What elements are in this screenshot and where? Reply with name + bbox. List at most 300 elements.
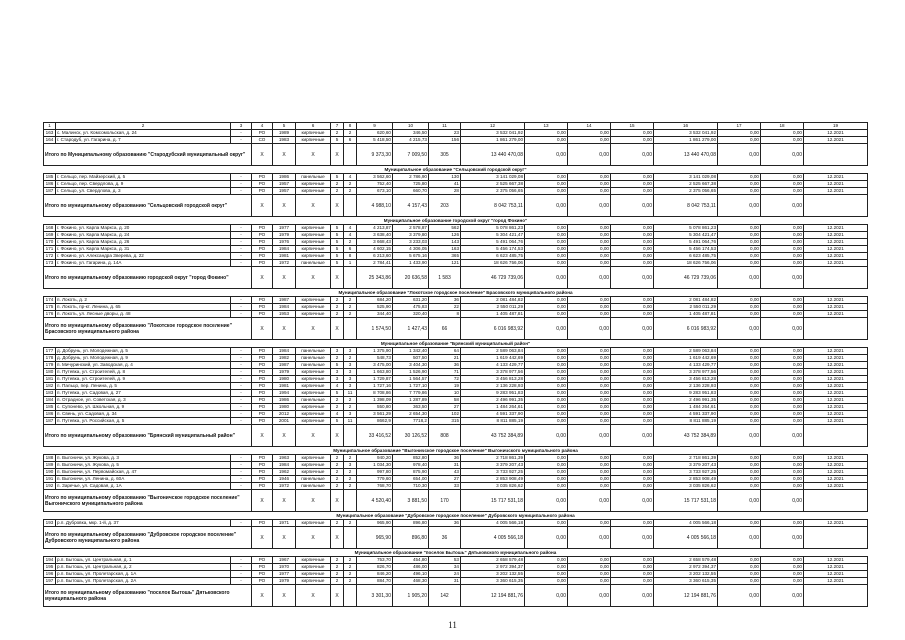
table-cell: - — [231, 137, 252, 144]
table-cell: 0,00 — [761, 246, 804, 253]
table-cell: 2 081 484,82 — [461, 297, 525, 304]
column-number-cell: 4 — [252, 123, 273, 130]
table-cell: 43 — [429, 469, 461, 476]
table-row — [44, 483, 868, 490]
municipality-title: Муниципальное образование "Сельцовский городской округ" — [44, 166, 868, 174]
table-cell: СО — [252, 137, 273, 144]
table-cell: 36 — [429, 455, 461, 462]
table-cell: 4 213,87 — [357, 225, 393, 232]
table-cell: 0,00 — [611, 462, 654, 469]
table-cell: 0,00 — [611, 376, 654, 383]
table-cell: кирпичные — [296, 239, 331, 246]
table-cell: 0,00 — [611, 483, 654, 490]
subtotal-z1: 0,00 — [525, 425, 568, 447]
table-cell: 0,00 — [761, 260, 804, 267]
table-cell: 4 602,15 — [357, 246, 393, 253]
table-cell: 0,00 — [718, 369, 761, 376]
table-cell: 192 — [44, 483, 56, 490]
table-cell: 0,00 — [761, 411, 804, 418]
table-cell: 2 — [331, 188, 344, 195]
table-cell: 197 — [44, 578, 56, 585]
table-cell: 9 283 951,83 — [654, 390, 718, 397]
subtotal-sum2: 6 016 983,92 — [654, 318, 718, 340]
table-cell: 2 972 394,37 — [654, 564, 718, 571]
table-cell: 1 526,90 — [393, 369, 429, 376]
subtotal-living: 30 126,52 — [393, 425, 429, 447]
subtotal-empty — [344, 490, 357, 512]
table-cell: 3 141 029,08 — [461, 174, 525, 181]
table-row — [44, 174, 868, 181]
table-cell: 0,00 — [525, 404, 568, 411]
table-cell: г. Стародуб, ул. Гагарина, д. 7 — [56, 137, 231, 144]
table-cell: 0,00 — [718, 404, 761, 411]
subtotal-people: 203 — [429, 195, 461, 217]
table-row — [44, 469, 868, 476]
subtotal-empty — [804, 267, 868, 289]
table-cell: панельные — [296, 348, 331, 355]
table-cell: 0,00 — [718, 225, 761, 232]
subtotal-living: 7 009,50 — [393, 144, 429, 166]
table-cell: 3 378 977,56 — [654, 369, 718, 376]
table-cell: 0,00 — [611, 571, 654, 578]
table-cell: 0,00 — [718, 246, 761, 253]
table-cell: 1 619 442,69 — [654, 355, 718, 362]
table-cell: 0,00 — [611, 362, 654, 369]
table-cell: 1 433,90 — [393, 260, 429, 267]
subtotal-z5: 0,00 — [761, 490, 804, 512]
table-cell: 562 — [429, 225, 461, 232]
table-cell: 0,00 — [761, 181, 804, 188]
table-cell: 0,00 — [525, 137, 568, 144]
table-cell: 0,00 — [761, 188, 804, 195]
table-cell: 1984 — [273, 348, 296, 355]
table-row — [44, 355, 868, 362]
table-cell: - — [231, 348, 252, 355]
table-cell: РО — [252, 520, 273, 527]
table-cell: 365 — [429, 253, 461, 260]
table-cell: 1962 — [273, 469, 296, 476]
table-cell: 10 — [429, 390, 461, 397]
municipality-header-row — [44, 289, 868, 297]
table-cell: 0,00 — [611, 469, 654, 476]
table-cell: 1 034,30 — [357, 462, 393, 469]
table-cell: 1986 — [273, 174, 296, 181]
table-cell: 884,70 — [357, 578, 393, 585]
table-cell: 12.2021 — [804, 369, 868, 376]
table-cell: 0,00 — [718, 469, 761, 476]
table-cell: 1957 — [273, 188, 296, 195]
subtotal-sum2: 46 729 739,06 — [654, 267, 718, 289]
table-cell: кирпичные — [296, 181, 331, 188]
subtotal-z3: 0,00 — [611, 585, 654, 607]
table-cell: п. Путевка, ул. Садовая, д. 27 — [56, 390, 231, 397]
table-cell: 12.2021 — [804, 304, 868, 311]
subtotal-area: 33 416,52 — [357, 425, 393, 447]
table-cell: 0,00 — [611, 476, 654, 483]
table-cell: РО — [252, 297, 273, 304]
table-cell: р.п. Бытошь, ул. Пролетарская, д. 1А — [56, 571, 231, 578]
table-cell: 2 — [344, 476, 357, 483]
table-cell: 185 — [44, 404, 56, 411]
subtotal-row — [44, 144, 868, 166]
subtotal-empty — [804, 585, 868, 607]
subtotal-z4: 0,00 — [718, 267, 761, 289]
subtotal-row — [44, 527, 868, 549]
table-cell: 4 — [344, 232, 357, 239]
table-cell: 1 861 279,00 — [461, 137, 525, 144]
table-cell: 0,00 — [568, 411, 611, 418]
table-cell: 1971 — [273, 520, 296, 527]
table-cell: кирпичные — [296, 253, 331, 260]
table-cell: 0,00 — [718, 355, 761, 362]
subtotal-row — [44, 267, 868, 289]
table-cell: 3 202 132,55 — [654, 571, 718, 578]
table-cell: - — [231, 174, 252, 181]
subtotal-x3: X — [296, 527, 331, 549]
table-cell: 0,00 — [761, 469, 804, 476]
table-cell: 0,00 — [611, 557, 654, 564]
subtotal-x4: X — [331, 195, 344, 217]
table-cell: 1 375,90 — [357, 348, 393, 355]
table-cell: 660,70 — [393, 188, 429, 195]
table-cell: 0,00 — [611, 304, 654, 311]
subtotal-x2: X — [273, 527, 296, 549]
table-cell: 0,00 — [611, 369, 654, 376]
table-cell: - — [231, 390, 252, 397]
table-row — [44, 462, 868, 469]
table-cell: 1 564,57 — [393, 376, 429, 383]
table-cell: 163 — [44, 130, 56, 137]
table-cell: 27 — [429, 476, 461, 483]
table-cell: кирпичные — [296, 311, 331, 318]
table-cell: р.п. Бытошь, ул. Центральная, д. 1 — [56, 557, 231, 564]
table-cell: г. Фокино, ул. Карла Маркса, д. 31 — [56, 246, 231, 253]
table-cell: 0,00 — [525, 253, 568, 260]
table-cell: 0,00 — [761, 390, 804, 397]
subtotal-people: 170 — [429, 490, 461, 512]
municipality-title: Муниципальное образование "Брянский муниципальный район" — [44, 340, 868, 348]
table-cell: 2 136 228,93 — [461, 383, 525, 390]
subtotal-living: 896,80 — [393, 527, 429, 549]
table-cell: 4 — [344, 225, 357, 232]
table-cell: 2 — [331, 455, 344, 462]
table-cell: 2 — [344, 455, 357, 462]
table-cell: 0,00 — [761, 362, 804, 369]
table-cell: 2 — [344, 188, 357, 195]
table-cell: панельные — [296, 260, 331, 267]
table-cell: 0,00 — [568, 253, 611, 260]
table-cell: п. Выгоничи, ул. Жукова, д. 5 — [56, 462, 231, 469]
table-cell: 0,00 — [761, 520, 804, 527]
table-cell: 1972 — [273, 260, 296, 267]
table-cell: 0,00 — [718, 348, 761, 355]
table-cell: 12.2021 — [804, 571, 868, 578]
table-cell: 0,00 — [611, 397, 654, 404]
table-cell: 5 491 064,76 — [461, 239, 525, 246]
subtotal-x3: X — [296, 490, 331, 512]
column-number-cell: 17 — [718, 123, 761, 130]
subtotal-empty — [804, 144, 868, 166]
subtotal-z4: 0,00 — [718, 490, 761, 512]
subtotal-z5: 0,00 — [761, 318, 804, 340]
subtotal-row — [44, 585, 868, 607]
table-cell: 5 — [331, 239, 344, 246]
table-cell: кирпичные — [296, 130, 331, 137]
subtotal-x1: X — [252, 144, 273, 166]
subtotal-area: 4 520,40 — [357, 490, 393, 512]
table-cell: 0,00 — [761, 376, 804, 383]
table-cell: п. Свень, ул. Садовая, д. 34 — [56, 411, 231, 418]
table-cell: 12.2021 — [804, 476, 868, 483]
table-cell: 1981 — [273, 383, 296, 390]
table-cell: 0,00 — [525, 232, 568, 239]
table-row — [44, 239, 868, 246]
table-cell: 846,20 — [357, 571, 393, 578]
table-cell: 3 733 927,25 — [654, 469, 718, 476]
subtotal-x2: X — [273, 195, 296, 217]
table-cell: 12.2021 — [804, 397, 868, 404]
table-row — [44, 578, 868, 585]
table-cell: 1989 — [273, 130, 296, 137]
subtotal-x1: X — [252, 490, 273, 512]
table-cell: 940,20 — [357, 455, 393, 462]
table-row — [44, 225, 868, 232]
table-cell: кирпичные — [296, 571, 331, 578]
table-cell: 0,00 — [568, 137, 611, 144]
subtotal-z1: 0,00 — [525, 144, 568, 166]
table-cell: РО — [252, 188, 273, 195]
table-cell: 0,00 — [568, 297, 611, 304]
table-cell: г. Сельцо, пер. Свердлова, д. 9 — [56, 181, 231, 188]
table-cell: 0,00 — [525, 362, 568, 369]
table-cell: 190 — [44, 469, 56, 476]
table-cell: 5 456 174,53 — [461, 246, 525, 253]
table-cell: 0,00 — [525, 418, 568, 425]
subtotal-z4: 0,00 — [718, 195, 761, 217]
subtotal-sum: 13 440 470,08 — [461, 144, 525, 166]
table-cell: 1 405 487,81 — [654, 311, 718, 318]
table-cell: 2 — [331, 397, 344, 404]
table-cell: 12.2021 — [804, 232, 868, 239]
table-cell: г. Фокино, ул. Карла Маркса, д. 24 — [56, 232, 231, 239]
table-cell: 2 — [331, 297, 344, 304]
table-row — [44, 181, 868, 188]
subtotal-area: 25 343,86 — [357, 267, 393, 289]
table-cell: 0,00 — [525, 571, 568, 578]
table-cell: 4 133 429,77 — [654, 362, 718, 369]
table-cell: 169 — [44, 232, 56, 239]
table-cell: 0,00 — [525, 304, 568, 311]
table-cell: г. Фокино, ул. Гагарина, д. 14А — [56, 260, 231, 267]
table-cell: 21 — [429, 355, 461, 362]
table-cell: 121 — [429, 260, 461, 267]
table-cell: 3 233,03 — [393, 239, 429, 246]
table-cell: - — [231, 232, 252, 239]
table-cell: 0,00 — [525, 557, 568, 564]
table-cell: 2 578,87 — [393, 225, 429, 232]
table-cell: 0,00 — [525, 564, 568, 571]
subtotal-people: 808 — [429, 425, 461, 447]
subtotal-living: 4 157,43 — [393, 195, 429, 217]
subtotal-sum: 8 042 753,11 — [461, 195, 525, 217]
table-cell: п. Локоть, д. 2 — [56, 297, 231, 304]
table-row — [44, 404, 868, 411]
table-cell: 2 — [331, 520, 344, 527]
table-cell: РО — [252, 362, 273, 369]
table-row — [44, 418, 868, 425]
table-cell: 176 — [44, 311, 56, 318]
table-cell: 5 — [331, 253, 344, 260]
subtotal-z1: 0,00 — [525, 527, 568, 549]
table-cell: 0,00 — [525, 376, 568, 383]
subtotal-area: 4 988,10 — [357, 195, 393, 217]
table-cell: 0,00 — [718, 239, 761, 246]
subtotal-z4: 0,00 — [718, 425, 761, 447]
column-number-cell: 8 — [344, 123, 357, 130]
table-row — [44, 476, 868, 483]
table-cell: 1 729,87 — [357, 376, 393, 383]
table-cell: 12.2021 — [804, 469, 868, 476]
table-cell: 12.2021 — [804, 355, 868, 362]
table-cell: 0,00 — [611, 260, 654, 267]
subtotal-z2: 0,00 — [568, 527, 611, 549]
table-cell: 0,00 — [568, 260, 611, 267]
table-cell: 0,00 — [568, 239, 611, 246]
column-number-cell: 10 — [393, 123, 429, 130]
table-cell: панельные — [296, 174, 331, 181]
table-cell: 2 — [331, 557, 344, 564]
subtotal-z3: 0,00 — [611, 318, 654, 340]
table-cell: 1980 — [273, 376, 296, 383]
subtotal-z5: 0,00 — [761, 527, 804, 549]
subtotal-z2: 0,00 — [568, 318, 611, 340]
subtotal-area: 1 574,50 — [357, 318, 393, 340]
subtotal-z3: 0,00 — [611, 267, 654, 289]
table-cell: 0,00 — [525, 369, 568, 376]
table-cell: 4 591 337,90 — [654, 411, 718, 418]
subtotal-z3: 0,00 — [611, 195, 654, 217]
table-cell: 5 — [331, 390, 344, 397]
table-cell: 12.2021 — [804, 520, 868, 527]
table-cell: 0,00 — [525, 383, 568, 390]
column-number-cell: 13 — [525, 123, 568, 130]
table-cell: 7 779,86 — [393, 390, 429, 397]
table-cell: 0,00 — [761, 225, 804, 232]
subtotal-x3: X — [296, 267, 331, 289]
subtotal-living: 1 905,20 — [393, 585, 429, 607]
subtotal-label: Итого по муниципальному образованию "поселок Бытошь" Дятьковского муниципального района — [44, 585, 252, 607]
table-cell: 0,00 — [718, 564, 761, 571]
table-row — [44, 455, 868, 462]
table-cell: - — [231, 130, 252, 137]
table-cell: 12.2021 — [804, 188, 868, 195]
table-cell: - — [231, 404, 252, 411]
register-sheet — [43, 122, 867, 607]
table-cell: 3 475,00 — [357, 362, 393, 369]
table-cell: 12.2021 — [804, 348, 868, 355]
table-cell: 0,00 — [611, 253, 654, 260]
table-cell: РО — [252, 232, 273, 239]
municipality-header-row — [44, 166, 868, 174]
table-cell: 12.2021 — [804, 311, 868, 318]
table-cell: 193 — [44, 520, 56, 527]
table-cell: 0,00 — [718, 520, 761, 527]
table-cell: - — [231, 188, 252, 195]
subtotal-x1: X — [252, 425, 273, 447]
table-cell: 0,00 — [761, 304, 804, 311]
table-cell: панельные — [296, 483, 331, 490]
table-row — [44, 232, 868, 239]
table-row — [44, 369, 868, 376]
table-cell: 12.2021 — [804, 362, 868, 369]
table-cell: 0,00 — [718, 571, 761, 578]
table-row — [44, 188, 868, 195]
table-cell: с. Малинск, ул. Комсомольская, д. 24 — [56, 130, 231, 137]
table-cell: 2 375 056,65 — [654, 188, 718, 195]
table-cell: 19 — [429, 383, 461, 390]
table-cell: 1972 — [273, 483, 296, 490]
table-cell: 0,00 — [525, 246, 568, 253]
table-cell: 143 — [429, 239, 461, 246]
table-cell: 6 623 485,75 — [461, 253, 525, 260]
municipality-title: Муниципальное образование "поселок Бытошь" Дятьковского муниципального района — [44, 549, 868, 557]
table-cell: 12.2021 — [804, 253, 868, 260]
subtotal-x1: X — [252, 585, 273, 607]
table-cell: 5 — [331, 260, 344, 267]
table-cell: 725,80 — [393, 181, 429, 188]
table-cell: - — [231, 557, 252, 564]
table-cell: - — [231, 355, 252, 362]
subtotal-z1: 0,00 — [525, 490, 568, 512]
table-cell: п. Отрадное, ул. Советская, д. 3 — [56, 397, 231, 404]
table-cell: п. Путевка, ул. Строителей, д. 8 — [56, 369, 231, 376]
table-cell: 1987 — [273, 362, 296, 369]
table-cell: 2 — [344, 571, 357, 578]
table-cell: 0,00 — [611, 181, 654, 188]
table-cell: 997,80 — [357, 469, 393, 476]
column-number-cell: 1 — [44, 123, 56, 130]
table-cell: г. Фокино, ул. Карла Маркса, д. 26 — [56, 239, 231, 246]
table-cell: 3 668,43 — [357, 239, 393, 246]
subtotal-empty — [344, 267, 357, 289]
table-cell: 2 — [344, 564, 357, 571]
subtotal-z5: 0,00 — [761, 144, 804, 166]
subtotal-living: 3 881,50 — [393, 490, 429, 512]
table-cell: 0,00 — [611, 225, 654, 232]
table-cell: 1 484 264,61 — [654, 404, 718, 411]
table-cell: 1984 — [273, 246, 296, 253]
table-cell: кирпичные — [296, 469, 331, 476]
table-cell: РО — [252, 564, 273, 571]
table-cell: - — [231, 397, 252, 404]
table-cell: 0,00 — [761, 397, 804, 404]
table-cell: 1963 — [273, 455, 296, 462]
table-row — [44, 348, 868, 355]
table-cell: 5 304 421,47 — [461, 232, 525, 239]
table-cell: 2 — [344, 520, 357, 527]
table-cell: 1 663,80 — [357, 369, 393, 376]
subtotal-z2: 0,00 — [568, 490, 611, 512]
table-cell: кирпичные — [296, 225, 331, 232]
subtotal-people: 142 — [429, 585, 461, 607]
table-cell: 965,90 — [357, 520, 393, 527]
table-cell: РО — [252, 383, 273, 390]
housing-register-table — [43, 122, 868, 607]
subtotal-label: Итого по муниципальному образованию "Локотское городское поселение" Брасовского муниципального района — [44, 318, 252, 340]
table-cell: 0,00 — [525, 225, 568, 232]
table-cell: 0,00 — [568, 520, 611, 527]
table-cell: 3 379 207,43 — [461, 462, 525, 469]
